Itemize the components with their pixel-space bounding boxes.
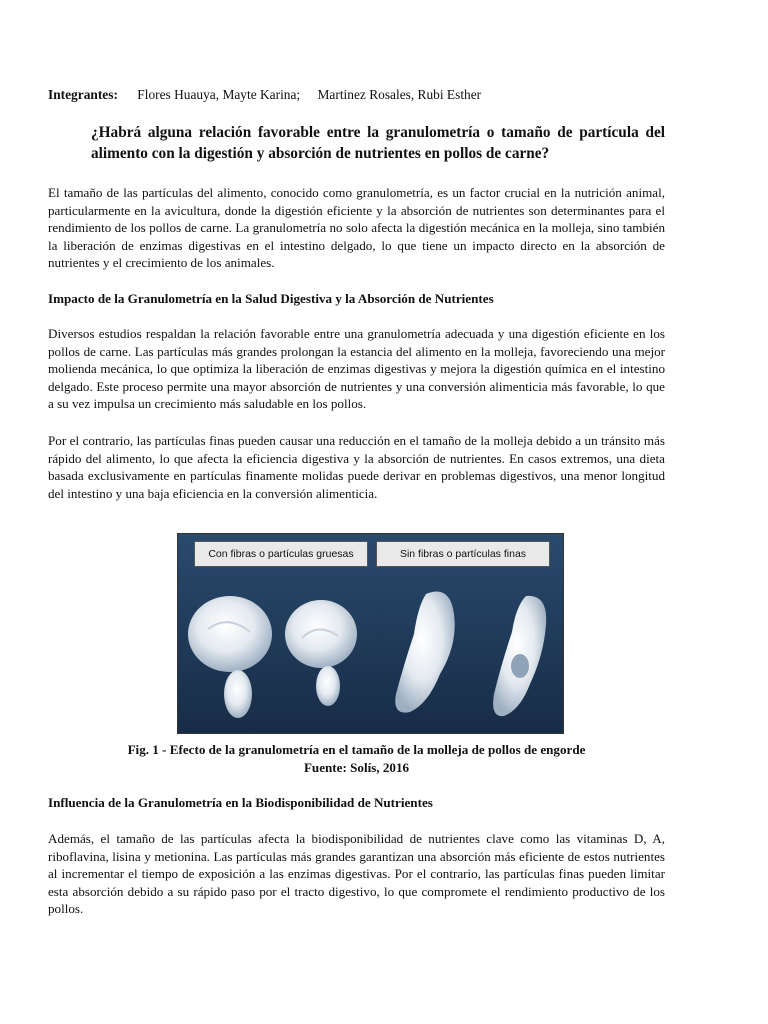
section1-paragraph-1: Diversos estudios respaldan la relación favorable entre una granulometría adecuada y una digestión eficiente en los pollos de carne. Las partículas más grandes prolongan la estancia del alimento en la molleja, favoreciendo una mejor molienda mecánica, lo que optimiza la liberación de enzimas digestivas y mejora la digestión química en el intestino delgado. Este proceso permite una mayor absorción de nutrientes y una conversión alimenticia más favorable, lo que a su vez impulsa un crecimiento más saludable en los pollos. xyxy=(48,326,665,412)
figure-caption xyxy=(48,741,665,777)
section1-paragraph-2: Por el contrario, las partículas finas pueden causar una reducción en el tamaño de la molleja debido a un tránsito más rápido del alimento, lo que afecta la eficiencia digestiva y la absorción de nutrientes. En casos extremos, una dieta basada exclusivamente en partículas finamente molidas puede derivar en problemas digestivos, una menor longitud del intestino y una baja eficiencia en la conversión alimenticia. xyxy=(48,433,665,501)
authors-line xyxy=(48,87,481,103)
figure-caption-title: Fig. 1 - Efecto de la granulometría en el tamaño de la molleja de pollos de engorde xyxy=(127,742,586,757)
research-question: ¿Habrá alguna relación favorable entre la granulometría o tamaño de partícula del alimento con la digestión y absorción de nutrientes en pollos de carne? xyxy=(91,124,665,162)
section1-heading: Impacto de la Granulometría en la Salud Digestiva y la Absorción de Nutrientes xyxy=(48,291,494,306)
section2-paragraph-1: Además, el tamaño de las partículas afecta la biodisponibilidad de nutrientes clave como las vitaminas D, A, riboflavina, lisina y metionina. Las partículas más grandes garantizan una absorción más eficiente de estos nutrientes al incrementar el tiempo de exposición a las enzimas digestivas. Por el contrario, las partículas finas pueden limitar esta absorción debido a su rápido paso por el tracto digestivo, lo que compromete el rendimiento productivo de los pollos. xyxy=(48,831,665,917)
section2-heading: Influencia de la Granulometría en la Biodisponibilidad de Nutrientes xyxy=(48,795,433,810)
author-1: Flores Huauya, Mayte Karina; xyxy=(137,87,301,102)
intro-paragraph: El tamaño de las partículas del alimento, conocido como granulometría, es un factor crucial en la nutrición animal, particularmente en la avicultura, donde la digestión eficiente y la absorción de nutrientes son determinantes para el rendimiento de los pollos de carne. La granulometría no solo afecta la digestión mecánica en la molleja, sino también la liberación de enzimas digestivas en el intestino delgado, lo que tiene un impacto directo en la absorción de nutrientes y el crecimiento de los animales. xyxy=(48,185,665,271)
figure-label-fine: Sin fibras o partículas finas xyxy=(376,541,550,567)
gizzard-figure xyxy=(177,533,564,734)
figure-caption-source: Fuente: Solís, 2016 xyxy=(303,760,410,775)
authors-label: Integrantes: xyxy=(48,87,118,102)
figure-label-coarse: Con fibras o partículas gruesas xyxy=(194,541,368,567)
author-2: Martinez Rosales, Rubi Esther xyxy=(317,87,482,102)
